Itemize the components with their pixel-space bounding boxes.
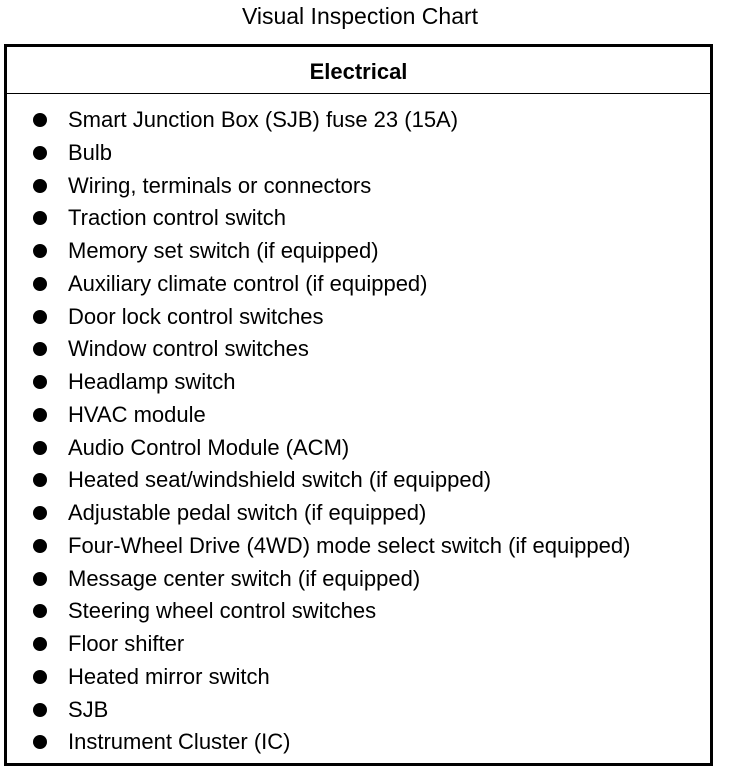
list-item	[7, 268, 710, 301]
list-item	[7, 235, 710, 268]
list-item-label: Heated mirror switch	[68, 663, 270, 689]
bullet-icon	[33, 310, 47, 324]
list-item	[7, 399, 710, 432]
bullet-icon	[33, 703, 47, 717]
list-item-label: Four-Wheel Drive (4WD) mode select switch (if equipped)	[68, 532, 631, 558]
bullet-icon	[33, 113, 47, 127]
list-item-label: Wiring, terminals or connectors	[68, 172, 372, 198]
list-item	[7, 661, 710, 694]
bullet-icon	[33, 277, 47, 291]
list-item	[7, 202, 710, 235]
list-item	[7, 432, 710, 465]
list-item	[7, 170, 710, 203]
list-item	[7, 726, 710, 759]
bullet-icon	[33, 211, 47, 225]
list-item	[7, 333, 710, 366]
list-item-label: Window control switches	[68, 336, 309, 362]
list-item-label: Memory set switch (if equipped)	[68, 238, 379, 263]
list-item	[7, 104, 710, 137]
bullet-icon	[33, 441, 47, 455]
list-item	[7, 628, 710, 661]
list-item-label: HVAC module	[68, 401, 206, 427]
bullet-icon	[33, 637, 47, 651]
bullet-icon	[33, 146, 47, 160]
list-item-label: Headlamp switch	[68, 369, 236, 394]
list-item	[7, 694, 710, 727]
item-list	[7, 104, 710, 759]
list-item	[7, 464, 710, 497]
list-item-label: Bulb	[68, 139, 113, 165]
bullet-icon	[33, 670, 47, 684]
page-title: Visual Inspection Chart	[241, 3, 479, 29]
bullet-icon	[33, 244, 47, 258]
list-item-label: Traction control switch	[68, 205, 287, 231]
bullet-icon	[33, 572, 47, 586]
bullet-icon	[33, 473, 47, 487]
list-item	[7, 563, 710, 596]
list-item	[7, 137, 710, 170]
list-item-label: Instrument Cluster (IC)	[68, 729, 291, 755]
bullet-icon	[33, 179, 47, 193]
list-item-label: Auxiliary climate control (if equipped)	[68, 270, 428, 296]
bullet-icon	[33, 408, 47, 422]
list-item-label: Heated seat/windshield switch (if equipped)	[68, 467, 492, 493]
list-item-label: SJB	[68, 696, 109, 722]
list-item-label: Message center switch (if equipped)	[68, 565, 421, 591]
bullet-icon	[33, 506, 47, 520]
bullet-icon	[33, 539, 47, 553]
list-item-label: Adjustable pedal switch (if equipped)	[68, 500, 427, 525]
table-header: Electrical	[7, 47, 710, 94]
list-item-label: Floor shifter	[68, 631, 185, 656]
list-item	[7, 497, 710, 530]
bullet-icon	[33, 375, 47, 389]
list-item-label: Steering wheel control switches	[68, 598, 377, 624]
bullet-icon	[33, 604, 47, 618]
list-item-label: Smart Junction Box (SJB) fuse 23 (15A)	[68, 107, 459, 132]
bullet-icon	[33, 342, 47, 356]
inspection-table	[4, 44, 713, 766]
list-item	[7, 366, 710, 399]
list-item-label: Audio Control Module (ACM)	[68, 434, 350, 460]
list-item-label: Door lock control switches	[68, 303, 324, 329]
list-item	[7, 301, 710, 334]
bullet-icon	[33, 735, 47, 749]
list-item	[7, 530, 710, 563]
list-item	[7, 595, 710, 628]
